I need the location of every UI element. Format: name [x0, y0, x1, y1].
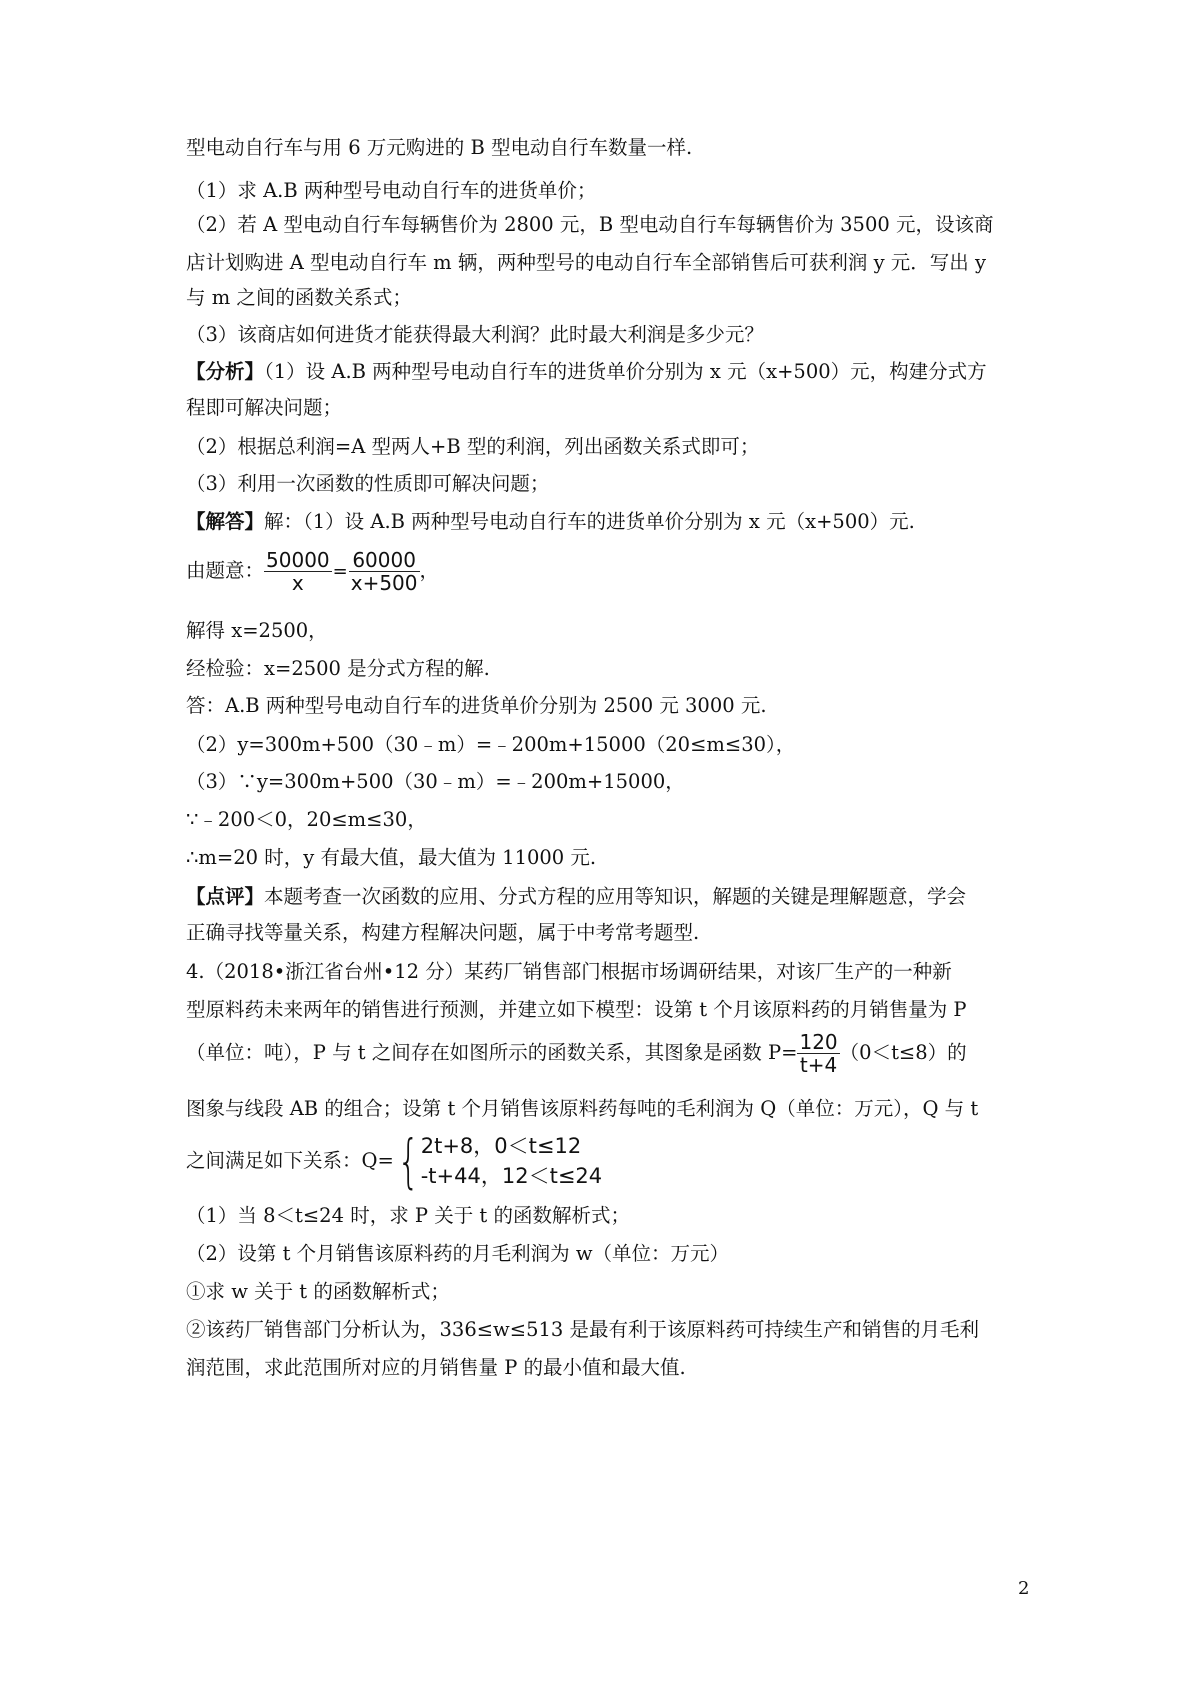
comment-text: 本题考查一次函数的应用、分式方程的应用等知识，解题的关键是理解题意，学会: [264, 885, 967, 908]
fraction-denominator: x: [291, 571, 304, 595]
fraction-denominator: t+4: [799, 1053, 838, 1077]
fraction-denominator: x+500: [350, 571, 418, 595]
problem4-line-3: [186, 1031, 967, 1076]
solution-line-8: ∵﹣200＜0，20≤m≤30，: [186, 808, 427, 831]
piecewise-cases: [421, 1131, 602, 1191]
fraction-right: [349, 549, 420, 594]
comment-tag: 【点评】: [186, 885, 265, 908]
analysis-tag: 【分析】: [186, 360, 265, 383]
fraction-equation: [264, 549, 420, 594]
problem4-question-2-2-line-2: 润范围，求此范围所对应的月销售量 P 的最小值和最大值.: [186, 1356, 686, 1379]
fraction-left: [264, 549, 332, 594]
fraction-numerator: 60000: [349, 549, 420, 572]
solution-line-4: 经检验：x=2500 是分式方程的解.: [186, 657, 490, 680]
problem4-line-5-prefix: 之间满足如下关系：Q=: [186, 1149, 394, 1172]
text-line: 型电动自行车与用 6 万元购进的 B 型电动自行车数量一样.: [186, 136, 693, 159]
fraction-p-function: [797, 1031, 839, 1076]
solution-line-5: 答：A.B 两种型号电动自行车的进货单价分别为 2500 元 3000 元.: [186, 694, 767, 717]
analysis-line-4: （3）利用一次函数的性质即可解决问题；: [186, 472, 550, 495]
question-2-line-1: （2）若 A 型电动自行车每辆售价为 2800 元，B 型电动自行车每辆售价为 3500 元，设该商: [186, 213, 994, 236]
analysis-line-1: [186, 358, 987, 386]
comment-line-2: 正确寻找等量关系，构建方程解决问题，属于中考常考题型.: [186, 921, 700, 944]
solution-line-6: （2）y=300m+500（30﹣m）=﹣200m+15000（20≤m≤30），: [186, 733, 796, 756]
solution-tag: 【解答】: [186, 510, 265, 533]
case-1: 2t+8，0＜t≤12: [420, 1134, 582, 1158]
equation-suffix: ，: [419, 559, 440, 582]
left-brace: {: [397, 1127, 420, 1195]
question-3: （3）该商店如何进货才能获得最大利润？此时最大利润是多少元？: [186, 323, 764, 346]
problem4-question-2: （2）设第 t 个月销售该原料药的月毛利润为 w（单位：万元）: [186, 1242, 730, 1265]
analysis-line-2: 程即可解决问题；: [186, 396, 343, 419]
analysis-text: （1）设 A.B 两种型号电动自行车的进货单价分别为 x 元（x+500）元，构建分式方: [264, 360, 987, 383]
problem4-line-5: [186, 1127, 603, 1195]
solution-line-3: 解得 x=2500，: [186, 619, 328, 642]
solution-line-1: [186, 508, 915, 536]
page-number: 2: [1018, 1578, 1030, 1599]
solution-text: 解：（1）设 A.B 两种型号电动自行车的进货单价分别为 x 元（x+500）元.: [264, 510, 915, 533]
problem4-question-1: （1）当 8＜t≤24 时，求 P 关于 t 的函数解析式；: [186, 1204, 630, 1227]
question-2-line-3: 与 m 之间的函数关系式；: [186, 286, 412, 309]
problem4-line-4: 图象与线段 AB 的组合；设第 t 个月销售该原料药每吨的毛利润为 Q（单位：万元），Q 与 t: [186, 1097, 979, 1120]
solution-line-7: （3）∵y=300m+500（30﹣m）=﹣200m+15000，: [186, 770, 685, 793]
question-1: （1）求 A.B 两种型号电动自行车的进货单价；: [186, 179, 597, 202]
equation-prefix: 由题意：: [186, 559, 265, 582]
analysis-line-3: （2）根据总利润=A 型两人+B 型的利润，列出函数关系式即可；: [186, 435, 760, 458]
problem4-line-2: 型原料药未来两年的销售进行预测，并建立如下模型：设第 t 个月该原料药的月销售量为 P: [186, 998, 967, 1021]
solution-line-9: ∴m=20 时，y 有最大值，最大值为 11000 元.: [186, 846, 597, 869]
equals-sign: =: [332, 560, 348, 582]
problem4-question-2-1: ①求 w 关于 t 的函数解析式；: [186, 1280, 450, 1303]
problem4-line-3-suffix: （0＜t≤8）的: [839, 1041, 967, 1064]
fraction-numerator: 120: [799, 1030, 838, 1054]
problem4-line-3-prefix: （单位：吨），P 与 t 之间存在如图所示的函数关系，其图象是函数 P=: [186, 1041, 798, 1064]
equation-line: [186, 549, 439, 594]
problem4-question-2-2-line-1: ②该药厂销售部门分析认为，336≤w≤513 是最有利于该原料药可持续生产和销售的月毛利: [186, 1318, 980, 1341]
question-2-line-2: 店计划购进 A 型电动自行车 m 辆，两种型号的电动自行车全部销售后可获利润 y 元．写出 y: [186, 251, 986, 274]
case-2: -t+44，12＜t≤24: [420, 1164, 603, 1188]
piecewise-function: [394, 1127, 603, 1195]
problem4-line-1: 4.（2018•浙江省台州•12 分）某药厂销售部门根据市场调研结果，对该厂生产的一种新: [186, 960, 952, 983]
fraction-numerator: 50000: [266, 548, 330, 572]
comment-line-1: [186, 883, 966, 911]
